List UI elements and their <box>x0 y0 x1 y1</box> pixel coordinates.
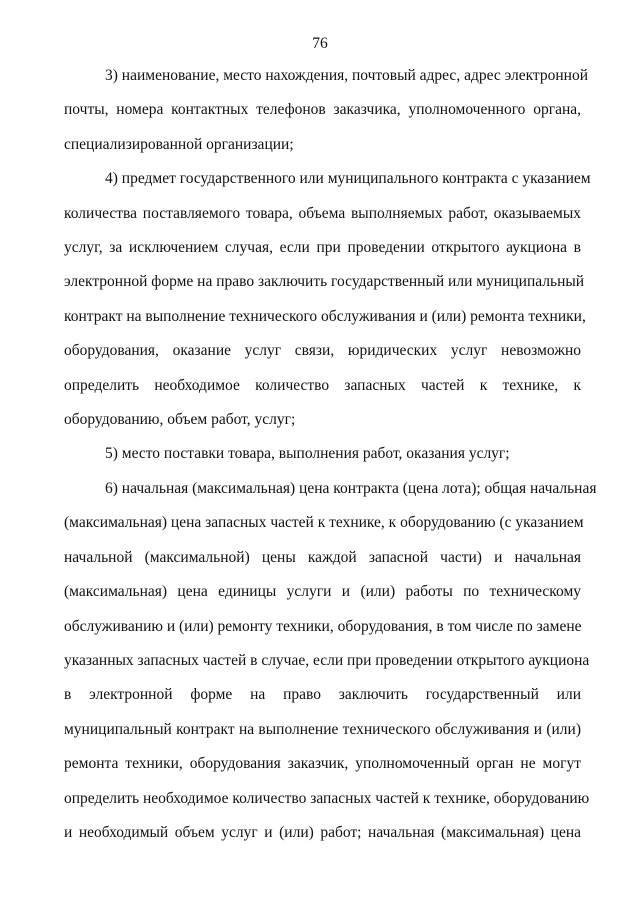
page-number: 76 <box>312 35 328 52</box>
text-line: количества поставляемого товара, объема выполняемых работ, оказываемых <box>64 204 581 222</box>
text-line: муниципальный контракт на выполнение технического обслуживания и (или) <box>64 720 581 738</box>
text-line: 4) предмет государственного или муниципального контракта с указанием <box>105 170 591 188</box>
text-line: (максимальная) цена запасных частей к технике, к оборудованию (с указанием <box>64 514 584 532</box>
text-line: ремонта техники, оборудования заказчик, уполномоченный орган не могут <box>64 755 581 773</box>
text-line: почты, номера контактных телефонов заказчика, уполномоченного органа, <box>64 101 581 119</box>
text-line: 6) начальная (максимальная) цена контракта (цена лота); общая начальная <box>105 479 597 497</box>
text-line: обслуживанию и (или) ремонту техники, оборудования, в том числе по замене <box>64 617 582 635</box>
text-line: оборудования, оказание услуг связи, юридических услуг невозможно <box>64 342 581 360</box>
text-line: специализированной организации; <box>64 135 294 153</box>
text-line: 5) место поставки товара, выполнения работ, оказания услуг; <box>105 445 510 463</box>
paragraph <box>64 437 581 471</box>
text-line: определить необходимое количество запасных частей к технике, к <box>64 376 581 394</box>
paragraph <box>64 472 597 850</box>
text-line: указанных запасных частей в случае, если при проведении открытого аукциона <box>64 651 590 669</box>
paragraph <box>64 162 591 437</box>
text-line: контракт на выполнение технического обслуживания и (или) ремонта техники, <box>64 307 586 325</box>
text-line: услуг, за исключением случая, если при проведении открытого аукциона в <box>64 239 581 257</box>
text-line: электронной форме на право заключить государственный или муниципальный <box>64 273 585 291</box>
text-line: и необходимый объем услуг и (или) работ; начальная (максимальная) цена <box>64 823 581 841</box>
document-body <box>64 59 597 850</box>
text-line: оборудованию, объем работ, услуг; <box>64 411 296 429</box>
text-line: определить необходимое количество запасных частей к технике, оборудованию <box>64 789 590 807</box>
paragraph <box>64 59 589 162</box>
text-line: (максимальная) цена единицы услуги и (или) работы по техническому <box>64 583 581 601</box>
text-line: начальной (максимальной) цены каждой запасной части) и начальная <box>64 548 581 566</box>
text-line: 3) наименование, место нахождения, почтовый адрес, адрес электронной <box>105 67 589 84</box>
text-line: в электронной форме на право заключить государственный или <box>64 686 581 704</box>
